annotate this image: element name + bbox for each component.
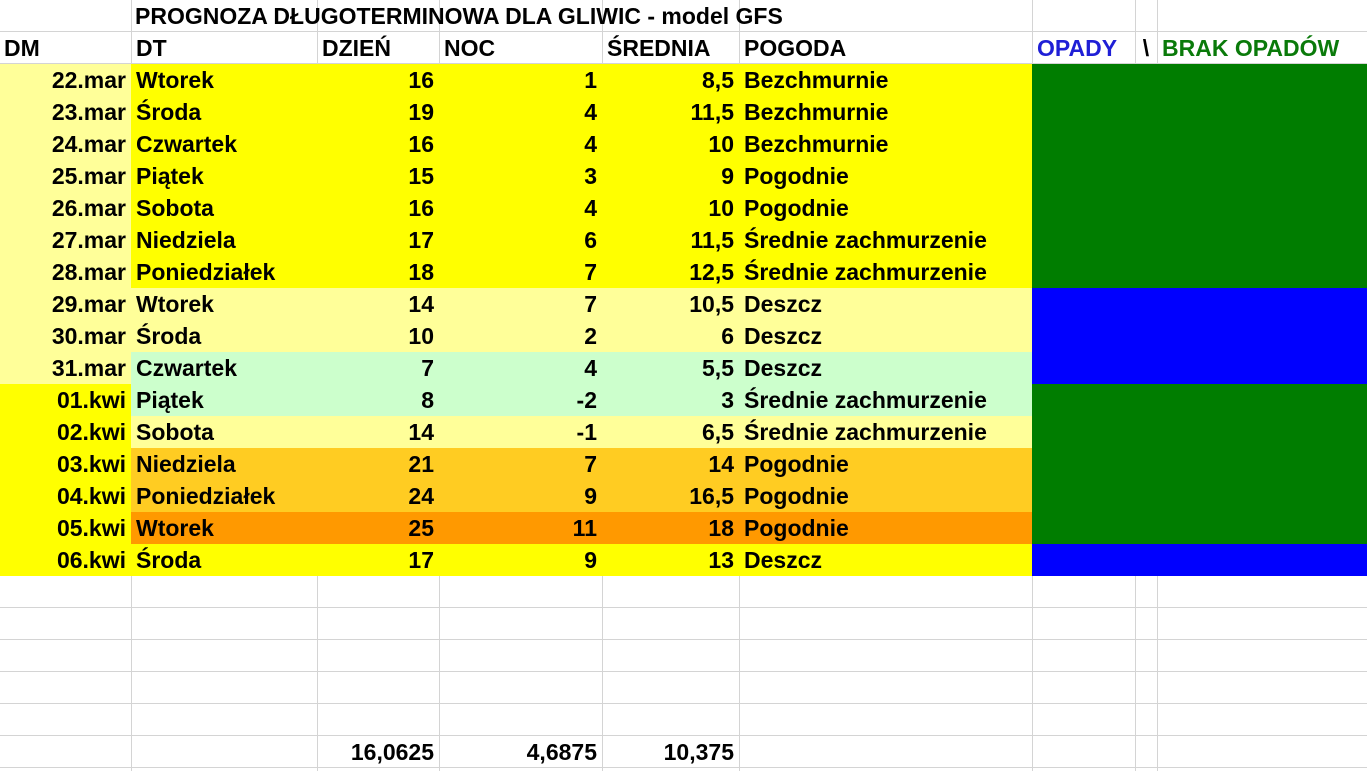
cell-dt[interactable]: Poniedziałek [131, 480, 317, 512]
precipitation-status-cell[interactable] [1032, 320, 1367, 352]
precipitation-status-cell[interactable] [1032, 96, 1367, 128]
total-noc[interactable]: 4,6875 [526, 739, 597, 765]
cell-pogoda[interactable]: Średnie zachmurzenie [739, 224, 1032, 256]
table-row [0, 128, 1367, 160]
header-srednia[interactable]: ŚREDNIA [607, 35, 711, 61]
cell-noc[interactable]: 2 [439, 320, 602, 352]
cell-dm[interactable]: 04.kwi [0, 480, 131, 512]
table-row [0, 320, 1367, 352]
cell-dt[interactable]: Niedziela [131, 224, 317, 256]
sheet-title[interactable]: PROGNOZA DŁUGOTERMINOWA DLA GLIWIC - model GFS [135, 3, 783, 29]
cell-noc[interactable]: 4 [439, 192, 602, 224]
cell-noc[interactable]: 4 [439, 96, 602, 128]
cell-pogoda[interactable]: Bezchmurnie [739, 128, 1032, 160]
cell-srednia[interactable]: 6,5 [602, 416, 739, 448]
precipitation-status-cell[interactable] [1032, 448, 1367, 480]
cell-dt[interactable]: Wtorek [131, 64, 317, 96]
cell-srednia[interactable]: 14 [602, 448, 739, 480]
header-brak-opadow[interactable]: BRAK OPADÓW [1162, 35, 1340, 61]
table-row [0, 544, 1367, 576]
precipitation-status-cell[interactable] [1032, 160, 1367, 192]
cell-dzien[interactable]: 25 [317, 512, 439, 544]
cell-dm[interactable]: 27.mar [0, 224, 131, 256]
cell-dt[interactable]: Czwartek [131, 128, 317, 160]
precipitation-status-cell[interactable] [1032, 224, 1367, 256]
cell-dm[interactable]: 02.kwi [0, 416, 131, 448]
cell-pogoda[interactable]: Bezchmurnie [739, 96, 1032, 128]
table-row [0, 96, 1367, 128]
precipitation-status-cell[interactable] [1032, 416, 1367, 448]
cell-dzien[interactable]: 14 [317, 416, 439, 448]
cell-pogoda[interactable]: Deszcz [739, 320, 1032, 352]
cell-pogoda[interactable]: Deszcz [739, 352, 1032, 384]
cell-dzien[interactable]: 14 [317, 288, 439, 320]
empty-row [0, 608, 1367, 640]
cell-dm[interactable]: 03.kwi [0, 448, 131, 480]
cell-srednia[interactable]: 8,5 [602, 64, 739, 96]
cell-dm[interactable]: 22.mar [0, 64, 131, 96]
header-row [0, 32, 1367, 64]
precipitation-status-cell[interactable] [1032, 256, 1367, 288]
cell-pogoda[interactable]: Pogodnie [739, 160, 1032, 192]
cell-pogoda[interactable]: Średnie zachmurzenie [739, 384, 1032, 416]
cell-dzien[interactable]: 8 [317, 384, 439, 416]
cell-noc[interactable]: -2 [439, 384, 602, 416]
cell-dm[interactable]: 06.kwi [0, 544, 131, 576]
cell-dzien[interactable]: 7 [317, 352, 439, 384]
cell-dt[interactable]: Wtorek [131, 288, 317, 320]
cell-dt[interactable]: Piątek [131, 160, 317, 192]
cell-dt[interactable]: Sobota [131, 416, 317, 448]
cell-dm[interactable]: 25.mar [0, 160, 131, 192]
cell-srednia[interactable]: 3 [602, 384, 739, 416]
cell-noc[interactable]: 7 [439, 256, 602, 288]
cell-pogoda[interactable]: Deszcz [739, 288, 1032, 320]
table-row [0, 64, 1367, 96]
cell-pogoda[interactable]: Pogodnie [739, 192, 1032, 224]
cell-dt[interactable]: Niedziela [131, 448, 317, 480]
cell-srednia[interactable]: 9 [602, 160, 739, 192]
cell-dzien[interactable]: 24 [317, 480, 439, 512]
header-dzien[interactable]: DZIEŃ [322, 35, 391, 61]
cell-pogoda[interactable]: Bezchmurnie [739, 64, 1032, 96]
total-dzien[interactable]: 16,0625 [350, 739, 434, 765]
table-row [0, 352, 1367, 384]
table-row [0, 416, 1367, 448]
cell-noc[interactable]: 1 [439, 64, 602, 96]
cell-dzien[interactable]: 19 [317, 96, 439, 128]
precipitation-status-cell[interactable] [1032, 384, 1367, 416]
totals-row [0, 736, 1367, 768]
table-row [0, 224, 1367, 256]
cell-srednia[interactable]: 5,5 [602, 352, 739, 384]
cell-dt[interactable]: Środa [131, 544, 317, 576]
empty-row [0, 640, 1367, 672]
precipitation-status-cell[interactable] [1032, 192, 1367, 224]
cell-dzien[interactable]: 18 [317, 256, 439, 288]
cell-srednia[interactable]: 11,5 [602, 224, 739, 256]
cell-srednia[interactable]: 11,5 [602, 96, 739, 128]
cell-dt[interactable]: Czwartek [131, 352, 317, 384]
empty-row [0, 576, 1367, 608]
cell-srednia[interactable]: 6 [602, 320, 739, 352]
empty-row [0, 704, 1367, 736]
header-noc[interactable]: NOC [444, 35, 496, 61]
cell-noc[interactable]: -1 [439, 416, 602, 448]
cell-dm[interactable]: 23.mar [0, 96, 131, 128]
cell-dzien[interactable]: 15 [317, 160, 439, 192]
cell-dt[interactable]: Środa [131, 320, 317, 352]
precipitation-status-cell[interactable] [1032, 288, 1367, 320]
cell-srednia[interactable]: 10 [602, 192, 739, 224]
total-srednia[interactable]: 10,375 [663, 739, 734, 765]
table-row [0, 256, 1367, 288]
cell-dm[interactable]: 01.kwi [0, 384, 131, 416]
cell-noc[interactable]: 4 [439, 128, 602, 160]
cell-dzien[interactable]: 16 [317, 192, 439, 224]
precipitation-status-cell[interactable] [1032, 512, 1367, 544]
cell-dm[interactable]: 31.mar [0, 352, 131, 384]
cell-dzien[interactable]: 21 [317, 448, 439, 480]
cell-pogoda[interactable]: Średnie zachmurzenie [739, 416, 1032, 448]
header-separator[interactable]: \ [1142, 35, 1150, 61]
cell-noc[interactable]: 9 [439, 480, 602, 512]
cell-pogoda[interactable]: Średnie zachmurzenie [739, 256, 1032, 288]
cell-dzien[interactable]: 17 [317, 544, 439, 576]
cell-srednia[interactable]: 18 [602, 512, 739, 544]
empty-row [0, 672, 1367, 704]
precipitation-status-cell[interactable] [1032, 352, 1367, 384]
table-row [0, 160, 1367, 192]
table-row [0, 512, 1367, 544]
cell-dm[interactable]: 24.mar [0, 128, 131, 160]
cell-dt[interactable]: Wtorek [131, 512, 317, 544]
cell-dt[interactable]: Poniedziałek [131, 256, 317, 288]
cell-dzien[interactable]: 17 [317, 224, 439, 256]
cell-dm[interactable]: 26.mar [0, 192, 131, 224]
header-dm[interactable]: DM [4, 35, 40, 61]
cell-srednia[interactable]: 12,5 [602, 256, 739, 288]
cell-noc[interactable]: 6 [439, 224, 602, 256]
cell-srednia[interactable]: 10 [602, 128, 739, 160]
cell-dm[interactable]: 30.mar [0, 320, 131, 352]
cell-srednia[interactable]: 10,5 [602, 288, 739, 320]
precipitation-status-cell[interactable] [1032, 128, 1367, 160]
cell-pogoda[interactable]: Pogodnie [739, 448, 1032, 480]
cell-pogoda[interactable]: Pogodnie [739, 512, 1032, 544]
header-opady[interactable]: OPADY [1037, 35, 1118, 61]
table-row [0, 448, 1367, 480]
cell-pogoda[interactable]: Deszcz [739, 544, 1032, 576]
cell-noc[interactable]: 7 [439, 448, 602, 480]
precipitation-status-cell[interactable] [1032, 480, 1367, 512]
cell-dzien[interactable]: 10 [317, 320, 439, 352]
cell-dt[interactable]: Środa [131, 96, 317, 128]
cell-dt[interactable]: Piątek [131, 384, 317, 416]
cell-noc[interactable]: 7 [439, 288, 602, 320]
precipitation-status-cell[interactable] [1032, 544, 1367, 576]
cell-dm[interactable]: 29.mar [0, 288, 131, 320]
table-row [0, 288, 1367, 320]
header-pogoda[interactable]: POGODA [744, 35, 847, 61]
cell-noc[interactable]: 11 [439, 512, 602, 544]
precipitation-status-cell[interactable] [1032, 64, 1367, 96]
cell-dzien[interactable]: 16 [317, 64, 439, 96]
cell-noc[interactable]: 4 [439, 352, 602, 384]
cell-noc[interactable]: 9 [439, 544, 602, 576]
cell-dm[interactable]: 28.mar [0, 256, 131, 288]
cell-noc[interactable]: 3 [439, 160, 602, 192]
title-row [0, 0, 1367, 32]
cell-dt[interactable]: Sobota [131, 192, 317, 224]
cell-srednia[interactable]: 13 [602, 544, 739, 576]
cell-dzien[interactable]: 16 [317, 128, 439, 160]
cell-srednia[interactable]: 16,5 [602, 480, 739, 512]
table-row [0, 192, 1367, 224]
cell-dm[interactable]: 05.kwi [0, 512, 131, 544]
cell-pogoda[interactable]: Pogodnie [739, 480, 1032, 512]
table-row [0, 480, 1367, 512]
header-dt[interactable]: DT [136, 35, 167, 61]
table-row [0, 384, 1367, 416]
